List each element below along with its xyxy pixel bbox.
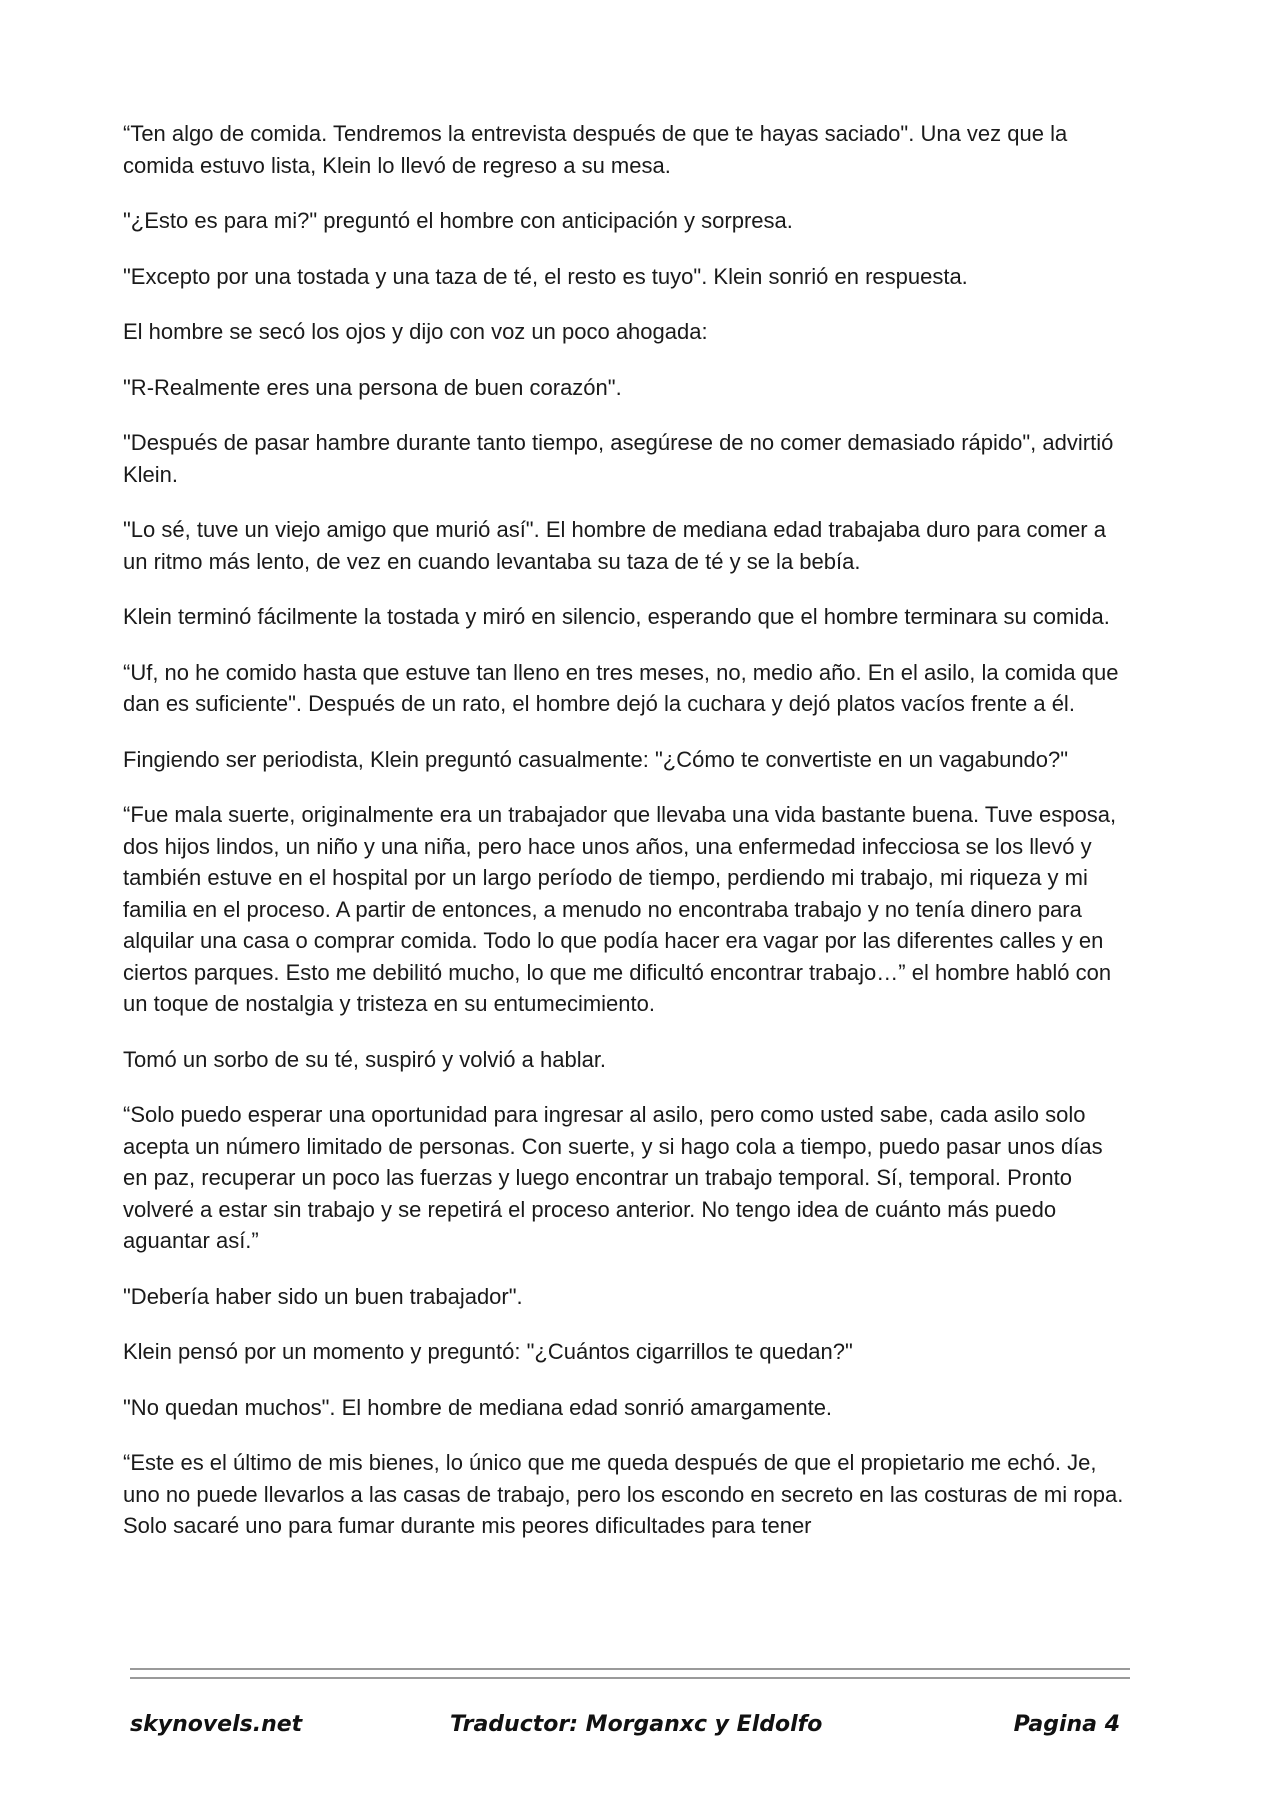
paragraph: "Después de pasar hambre durante tanto tiempo, asegúrese de no comer demasiado rápido", advirtió Klein.: [123, 430, 1114, 487]
paragraph: "Excepto por una tostada y una taza de té, el resto es tuyo". Klein sonrió en respuesta.: [123, 263, 968, 289]
paragraph: “Fue mala suerte, originalmente era un trabajador que llevaba una vida bastante buena. Tuve esposa, dos hijos lindos, un niño y una niña, pero hace unos años, una enfermedad infecciosa se los llevó y también estuve en el hospital por un largo período de tiempo, perdiendo mi trabajo, mi riqueza y mi familia en el proceso. A partir de entonces, a menudo no encontraba trabajo y no tenía dinero para alquilar una casa o comprar comida. Todo lo que podía hacer era vagar por las diferentes calles y en ciertos parques. Esto me debilitó mucho, lo que me dificultó encontrar trabajo…” el hombre habló con un toque de nostalgia y tristeza en su entumecimiento.: [123, 802, 1117, 1016]
paragraph: "No quedan muchos". El hombre de mediana edad sonrió amargamente.: [123, 1394, 833, 1420]
paragraph: “Este es el último de mis bienes, lo único que me queda después de que el propietario me echó. Je, uno no puede llevarlos a las casas de trabajo, pero los escondo en secreto en las costuras de mi ropa. Solo sacaré uno para fumar durante mis peores dificultades para tener: [123, 1450, 1124, 1538]
paragraph: "Debería haber sido un buen trabajador".: [123, 1283, 523, 1309]
paragraph: Klein pensó por un momento y preguntó: "¿Cuántos cigarrillos te quedan?": [123, 1339, 853, 1364]
paragraph: Fingiendo ser periodista, Klein preguntó casualmente: "¿Cómo te convertiste en un vagabundo?": [123, 746, 1069, 772]
footer-divider-bottom: [130, 1677, 1130, 1679]
page-footer: [130, 1712, 1130, 1752]
footer-site: skynovels.net: [130, 1712, 303, 1737]
paragraph: “Solo puedo esperar una oportunidad para ingresar al asilo, pero como usted sabe, cada asilo solo acepta un número limitado de personas. Con suerte, y si hago cola a tiempo, puedo pasar unos días en paz, recuperar un poco las fuerzas y luego encontrar un trabajo temporal. Sí, temporal. Pronto volveré a estar sin trabajo y se repetirá el proceso anterior. No tengo idea de cuánto más puedo aguantar así.”: [123, 1102, 1103, 1253]
footer-divider-top: [130, 1668, 1130, 1670]
paragraph: Klein terminó fácilmente la tostada y miró en silencio, esperando que el hombre terminara su comida.: [123, 604, 1110, 629]
paragraph: Tomó un sorbo de su té, suspiró y volvió a hablar.: [123, 1046, 607, 1072]
body-text: [123, 118, 1133, 1566]
paragraph: "R-Realmente eres una persona de buen corazón".: [123, 374, 622, 400]
paragraph: “Uf, no he comido hasta que estuve tan lleno en tres meses, no, medio año. En el asilo, la comida que dan es suficiente". Después de un rato, el hombre dejó la cuchara y dejó platos vacíos frente a él.: [123, 659, 1119, 716]
paragraph: El hombre se secó los ojos y dijo con voz un poco ahogada:: [123, 319, 708, 344]
footer-page-number: Pagina 4: [1013, 1712, 1120, 1737]
paragraph: "Lo sé, tuve un viejo amigo que murió así". El hombre de mediana edad trabajaba duro para comer a un ritmo más lento, de vez en cuando levantaba su taza de té y se la bebía.: [123, 517, 1106, 574]
paragraph: “Ten algo de comida. Tendremos la entrevista después de que te hayas saciado". Una vez que la comida estuvo lista, Klein lo llevó de regreso a su mesa.: [123, 121, 1068, 178]
paragraph: "¿Esto es para mi?" preguntó el hombre con anticipación y sorpresa.: [123, 208, 793, 233]
footer-translator: Traductor: Morganxc y Eldolfo: [450, 1712, 823, 1737]
